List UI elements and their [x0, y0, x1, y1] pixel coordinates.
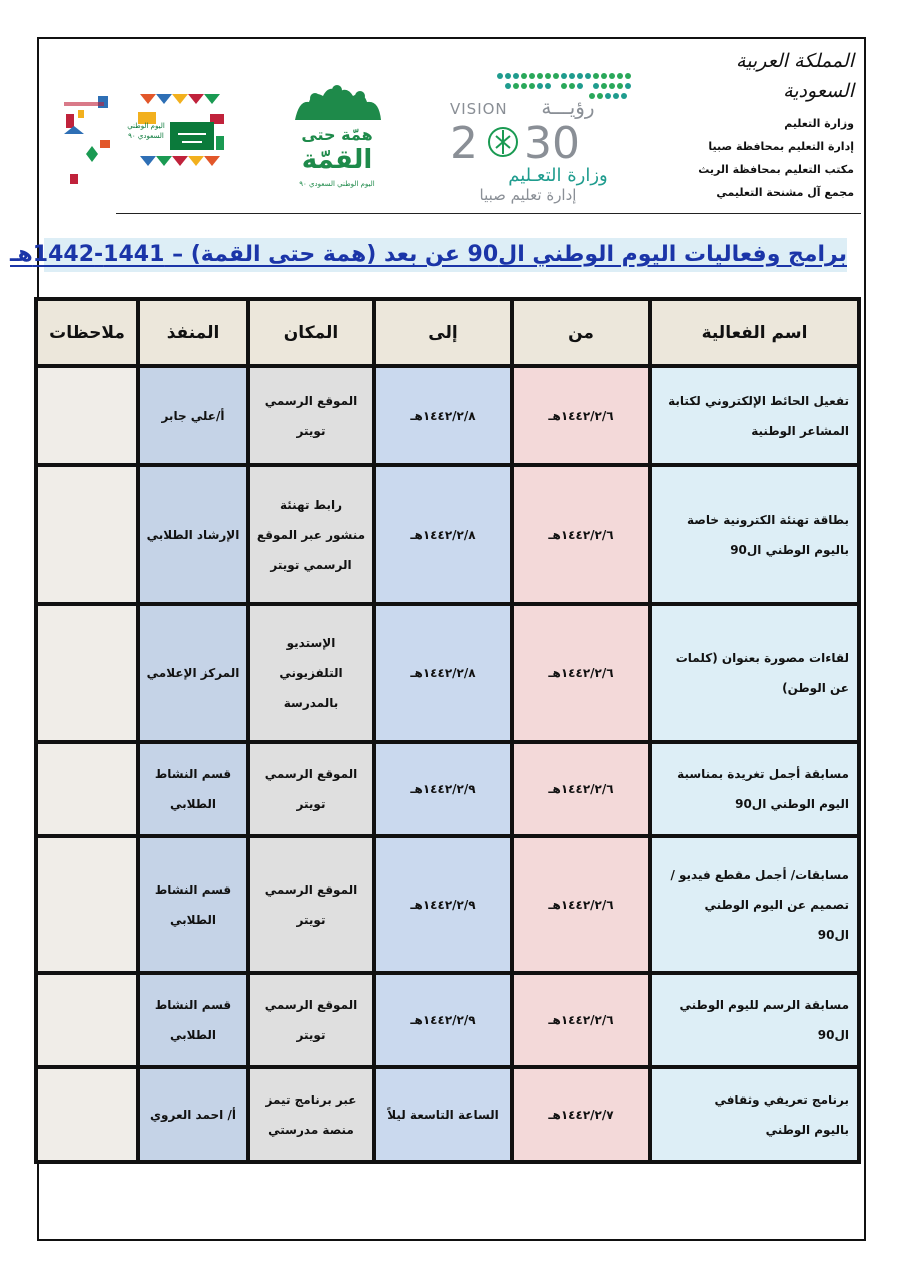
- notes-cell: [38, 1069, 136, 1160]
- vision-year-left: 2: [450, 118, 478, 169]
- place-line: بالمدرسة: [283, 696, 339, 710]
- flag-icon: [170, 122, 214, 150]
- mountain-people-icon: [295, 85, 381, 120]
- event-name-line: باليوم الوطني: [765, 1122, 849, 1137]
- place-cell: [250, 1069, 372, 1160]
- vision-arabic-word: رؤيـــة: [541, 95, 595, 119]
- vision-2030-logo: [448, 66, 638, 206]
- table-row: [38, 467, 857, 602]
- event-name-line: مسابقة الرسم لليوم الوطني: [679, 998, 849, 1012]
- to-date-cell: الساعة التاسعة ليلاً: [376, 1069, 510, 1160]
- notes-cell: [38, 368, 136, 463]
- place-line: الموقع الرسمي: [264, 882, 358, 897]
- event-name-cell: [652, 975, 857, 1065]
- from-date-cell: ١٤٤٢/٢/٦هـ: [514, 467, 648, 602]
- notes-cell: [38, 467, 136, 602]
- event-name-line: مسابقة أجمل تغريدة بمناسبة: [677, 767, 849, 781]
- to-date-cell: ١٤٤٢/٢/٨هـ: [376, 368, 510, 463]
- vision-ministry: وزارة التعـليم: [508, 165, 608, 186]
- header-from: من: [514, 301, 648, 364]
- executor-line: قسم النشاط: [154, 882, 232, 897]
- event-name-line: تفعيل الحائط الإلكتروني لكتابة: [668, 393, 849, 408]
- event-name-cell: [652, 368, 857, 463]
- national-day-label-1: اليوم الوطني: [127, 122, 165, 130]
- event-name-line: باليوم الوطني ال90: [730, 542, 849, 557]
- place-line: منشور عبر الموقع: [256, 527, 366, 542]
- to-date-cell: ١٤٤٢/٢/٩هـ: [376, 744, 510, 834]
- place-line: الموقع الرسمي: [264, 998, 358, 1012]
- palm-swords-icon: [489, 128, 517, 156]
- table-row: [38, 1069, 857, 1160]
- from-date-cell: ١٤٤٢/٢/٦هـ: [514, 744, 648, 834]
- event-name-cell: [652, 467, 857, 602]
- header-notes: ملاحظات: [38, 301, 136, 364]
- place-cell: [250, 368, 372, 463]
- table-header-row: [38, 301, 857, 364]
- ministry-line-1: وزارة التعليم: [784, 117, 854, 130]
- to-date-cell: ١٤٤٢/٢/٩هـ: [376, 838, 510, 971]
- executor-line: الطلابي: [169, 912, 217, 927]
- executor-cell: أ/ احمد العروي: [140, 1069, 246, 1160]
- place-cell: [250, 606, 372, 740]
- from-date-cell: ١٤٤٢/٢/٦هـ: [514, 975, 648, 1065]
- executor-line: قسم النشاط: [154, 998, 232, 1012]
- executor-cell: [140, 838, 246, 971]
- header-event-name: اسم الفعالية: [652, 301, 857, 364]
- event-name-cell: [652, 1069, 857, 1160]
- header-divider: [116, 213, 861, 214]
- place-line: التلفزيوني: [279, 666, 343, 680]
- place-cell: [250, 975, 372, 1065]
- place-line: تويتر: [296, 423, 326, 438]
- executor-line: الطلابي: [169, 1028, 217, 1042]
- place-line: تويتر: [296, 1028, 326, 1042]
- ministry-header: [674, 46, 854, 204]
- from-date-cell: ١٤٤٢/٢/٦هـ: [514, 606, 648, 740]
- executor-line: قسم النشاط: [154, 767, 232, 781]
- header-to: إلى: [376, 301, 510, 364]
- place-line: الرسمي تويتر: [270, 557, 352, 572]
- event-name-cell: [652, 838, 857, 971]
- executor-line: الطلابي: [169, 797, 217, 811]
- executor-cell: الإرشاد الطلابي: [140, 467, 246, 602]
- hemma-sub: اليوم الوطني السعودي ٩٠: [299, 180, 375, 188]
- hemma-line-1: همّة حتى: [301, 125, 373, 144]
- ministry-line-2: إدارة التعليم بمحافظة صبيا: [708, 140, 854, 153]
- notes-cell: [38, 975, 136, 1065]
- place-line: الموقع الرسمي: [264, 393, 358, 408]
- place-line: منصة مدرستي: [268, 1122, 354, 1137]
- ministry-line-4: مجمع آل مشنحة التعليمي: [716, 186, 854, 199]
- place-cell: [250, 744, 372, 834]
- table-row: [38, 368, 857, 463]
- event-name-line: تصميم عن اليوم الوطني: [704, 897, 849, 912]
- hemma-logo: [285, 82, 390, 192]
- to-date-cell: ١٤٤٢/٢/٨هـ: [376, 467, 510, 602]
- hemma-line-2: القمّة: [301, 145, 373, 175]
- place-line: الموقع الرسمي: [264, 767, 358, 781]
- event-name-line: عن الوطن): [782, 681, 849, 695]
- event-name-line: المشاعر الوطنية: [751, 423, 849, 438]
- event-name-line: ال90: [817, 1028, 849, 1042]
- ministry-line-3: مكتب التعليم بمحافظة الريث: [698, 163, 854, 176]
- event-name-line: اليوم الوطني ال90: [735, 797, 849, 811]
- notes-cell: [38, 744, 136, 834]
- executor-cell: المركز الإعلامي: [140, 606, 246, 740]
- place-line: عبر برنامج تيمز: [265, 1092, 357, 1107]
- event-name-line: لقاءات مصورة بعنوان (كلمات: [675, 651, 849, 665]
- place-cell: [250, 838, 372, 971]
- vision-sub: إدارة تعليم صبيا: [479, 186, 577, 204]
- event-name-line: بطاقة تهنئة الكترونية خاصة: [687, 512, 849, 527]
- event-name-cell: [652, 606, 857, 740]
- national-day-label-2: السعودي ٩٠: [128, 132, 164, 140]
- event-name-line: برنامج تعريفي وثقافي: [714, 1092, 849, 1107]
- place-line: تويتر: [296, 797, 326, 811]
- notes-cell: [38, 838, 136, 971]
- place-line: تويتر: [296, 912, 326, 927]
- executor-cell: [140, 744, 246, 834]
- notes-cell: [38, 606, 136, 740]
- executor-cell: أ/علي جابر: [140, 368, 246, 463]
- place-line: الإستديو: [286, 636, 336, 650]
- events-table: [34, 297, 861, 1164]
- event-name-line: ال90: [817, 927, 849, 942]
- table-row: [38, 838, 857, 971]
- place-line: رابط تهنئة: [279, 497, 343, 512]
- vision-word: VISION: [450, 100, 508, 118]
- from-date-cell: ١٤٤٢/٢/٦هـ: [514, 838, 648, 971]
- header-executor: المنفذ: [140, 301, 246, 364]
- table-row: [38, 606, 857, 740]
- header-place: المكان: [250, 301, 372, 364]
- to-date-cell: ١٤٤٢/٢/٨هـ: [376, 606, 510, 740]
- place-cell: [250, 467, 372, 602]
- table-row: [38, 744, 857, 834]
- from-date-cell: ١٤٤٢/٢/٧هـ: [514, 1069, 648, 1160]
- vision-year-right: 30: [524, 118, 580, 169]
- national-day-logo: [60, 84, 230, 189]
- kingdom-title: المملكة العربية السعودية: [736, 50, 854, 102]
- document-title: برامج وفعاليات اليوم الوطني ال90 عن بعد (همة حتى القمة) – 1441-1442هـ: [44, 238, 847, 272]
- from-date-cell: ١٤٤٢/٢/٦هـ: [514, 368, 648, 463]
- to-date-cell: ١٤٤٢/٢/٩هـ: [376, 975, 510, 1065]
- event-name-cell: [652, 744, 857, 834]
- executor-cell: [140, 975, 246, 1065]
- table-row: [38, 975, 857, 1065]
- event-name-line: مسابقات/ أجمل مقطع فيديو /: [670, 867, 849, 882]
